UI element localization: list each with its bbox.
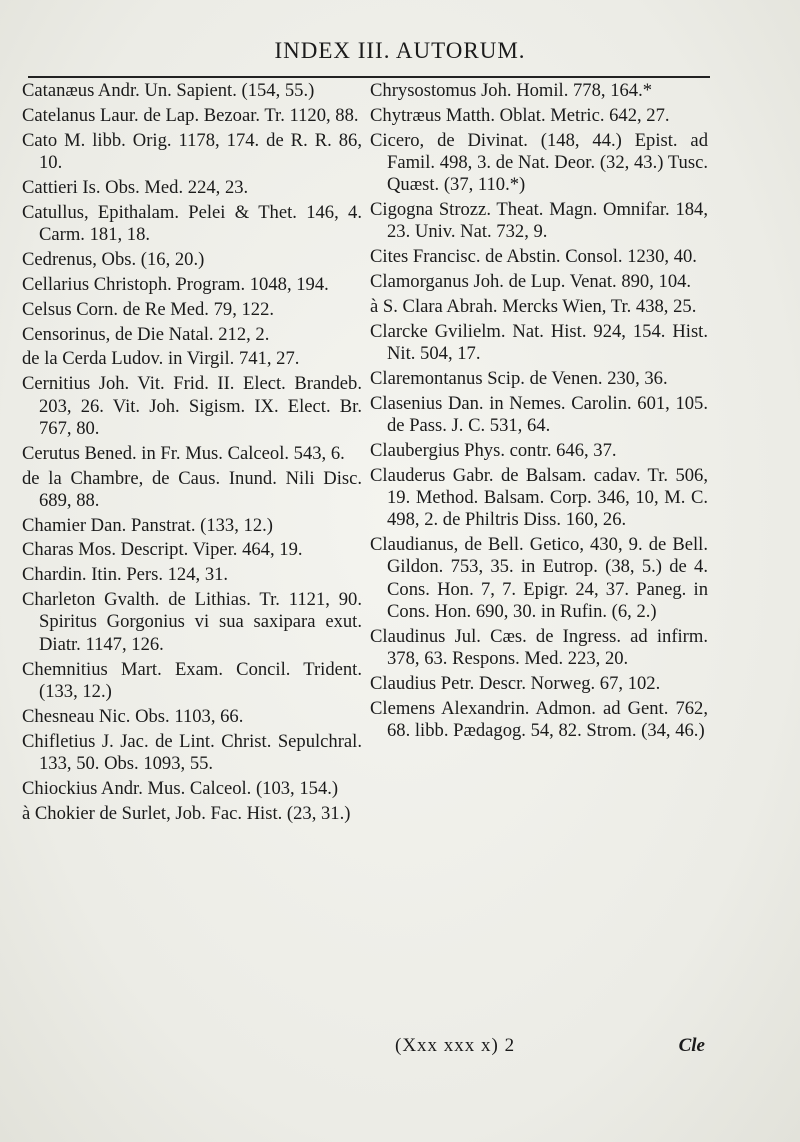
index-entry: Clarcke Gvilielm. Nat. Hist. 924, 154. Hist. Nit. 504, 17.	[370, 320, 708, 365]
index-entry: Chardin. Itin. Pers. 124, 31.	[22, 564, 229, 586]
index-entry: Chesneau Nic. Obs. 1103, 66.	[22, 705, 244, 727]
catchword: Cle	[678, 1035, 705, 1056]
index-entry: Cigogna Strozz. Theat. Magn. Omnifar. 184, 23. Univ. Nat. 732, 9.	[370, 199, 708, 243]
index-entry: Catanæus Andr. Un. Sapient. (154, 55.)	[22, 80, 315, 101]
index-entry: à S. Clara Abrah. Mercks Wien, Tr. 438, 25.	[370, 295, 697, 317]
index-entry: Claudius Petr. Descr. Norweg. 67, 102.	[370, 672, 661, 694]
index-entry: Catelanus Laur. de Lap. Bezoar. Tr. 1120, 88.	[22, 104, 359, 126]
index-entry: Cicero, de Divinat. (148, 44.) Epist. ad Famil. 498, 3. de Nat. Deor. (32, 43.) Tusc. Quæst. (37, 110.*)	[370, 129, 708, 196]
left-column	[22, 80, 362, 827]
index-entry: Censorinus, de Die Natal. 212, 2.	[22, 323, 270, 345]
index-entry: Charas Mos. Descript. Viper. 464, 19.	[22, 539, 303, 561]
index-entry: Cattieri Is. Obs. Med. 224, 23.	[22, 176, 249, 198]
right-column	[370, 80, 708, 745]
index-entry: Chifletius J. Jac. de Lint. Christ. Sepulchral. 133, 50. Obs. 1093, 55.	[22, 730, 362, 774]
page-footer	[395, 1035, 705, 1057]
index-entry: Cernitius Joh. Vit. Frid. II. Elect. Brandeb. 203, 26. Vit. Joh. Sigism. IX. Elect. Br. 767, 80.	[22, 373, 362, 439]
index-entry: Cato M. libb. Orig. 1178, 174. de R. R. 86, 10.	[22, 129, 362, 173]
index-entry: Claremontanus Scip. de Venen. 230, 36.	[370, 367, 668, 389]
index-entry: Chemnitius Mart. Exam. Concil. Trident. (133, 12.)	[22, 658, 362, 702]
index-entry: Chamier Dan. Panstrat. (133, 12.)	[22, 514, 273, 536]
signature-mark: (Xxx xxx x) 2	[395, 1035, 516, 1056]
index-entry: à Chokier de Surlet, Job. Fac. Hist. (23, 31.)	[22, 802, 351, 824]
index-entry: Clamorganus Joh. de Lup. Venat. 890, 104.	[370, 271, 692, 293]
index-entry: de la Chambre, de Caus. Inund. Nili Disc. 689, 88.	[22, 467, 362, 511]
index-entry: Chrysostomus Joh. Homil. 778, 164.*	[370, 80, 653, 101]
index-entry: Cellarius Christoph. Program. 1048, 194.	[22, 273, 329, 295]
index-entry: Cedrenus, Obs. (16, 20.)	[22, 248, 205, 270]
index-entry: Catullus, Epithalam. Pelei & Thet. 146, 4. Carm. 181, 18.	[22, 201, 362, 245]
page-header: INDEX III. AUTORUM.	[274, 38, 526, 63]
index-entry: Cerutus Bened. in Fr. Mus. Calceol. 543, 6.	[22, 442, 345, 464]
index-entry: Clasenius Dan. in Nemes. Carolin. 601, 105. de Pass. J. C. 531, 64.	[370, 392, 708, 437]
index-entry: Chytræus Matth. Oblat. Metric. 642, 27.	[370, 104, 670, 126]
index-entry: Chiockius Andr. Mus. Calceol. (103, 154.)	[22, 777, 339, 799]
index-entry: Claubergius Phys. contr. 646, 37.	[370, 439, 617, 461]
index-entry: Claudianus, de Bell. Getico, 430, 9. de Bell. Gildon. 753, 35. in Eutrop. (38, 5.) de 4. Cons. Hon. 7, 7. Epigr. 24, 37. Paneg. in Cons. Hon. 690, 30. in Rufin. (6, 2.)	[370, 534, 708, 622]
index-entry: Charleton Gvalth. de Lithias. Tr. 1121, 90. Spiritus Gorgonius vi sua saxipara exut. Diatr. 1147, 126.	[22, 589, 362, 655]
index-entry: Clemens Alexandrin. Admon. ad Gent. 762, 68. libb. Pædagog. 54, 82. Strom. (34, 46.)	[370, 697, 708, 741]
index-entry: Celsus Corn. de Re Med. 79, 122.	[22, 298, 275, 320]
index-entry: Clauderus Gabr. de Balsam. cadav. Tr. 506, 19. Method. Balsam. Corp. 346, 10, M. C. 498, 2. de Philtris Diss. 160, 26.	[370, 464, 708, 531]
index-entry: de la Cerda Ludov. in Virgil. 741, 27.	[22, 348, 300, 370]
index-entry: Claudinus Jul. Cæs. de Ingress. ad infirm. 378, 63. Respons. Med. 223, 20.	[370, 625, 708, 669]
index-entry: Cites Francisc. de Abstin. Consol. 1230, 40.	[370, 246, 697, 268]
header-rule	[28, 76, 710, 78]
